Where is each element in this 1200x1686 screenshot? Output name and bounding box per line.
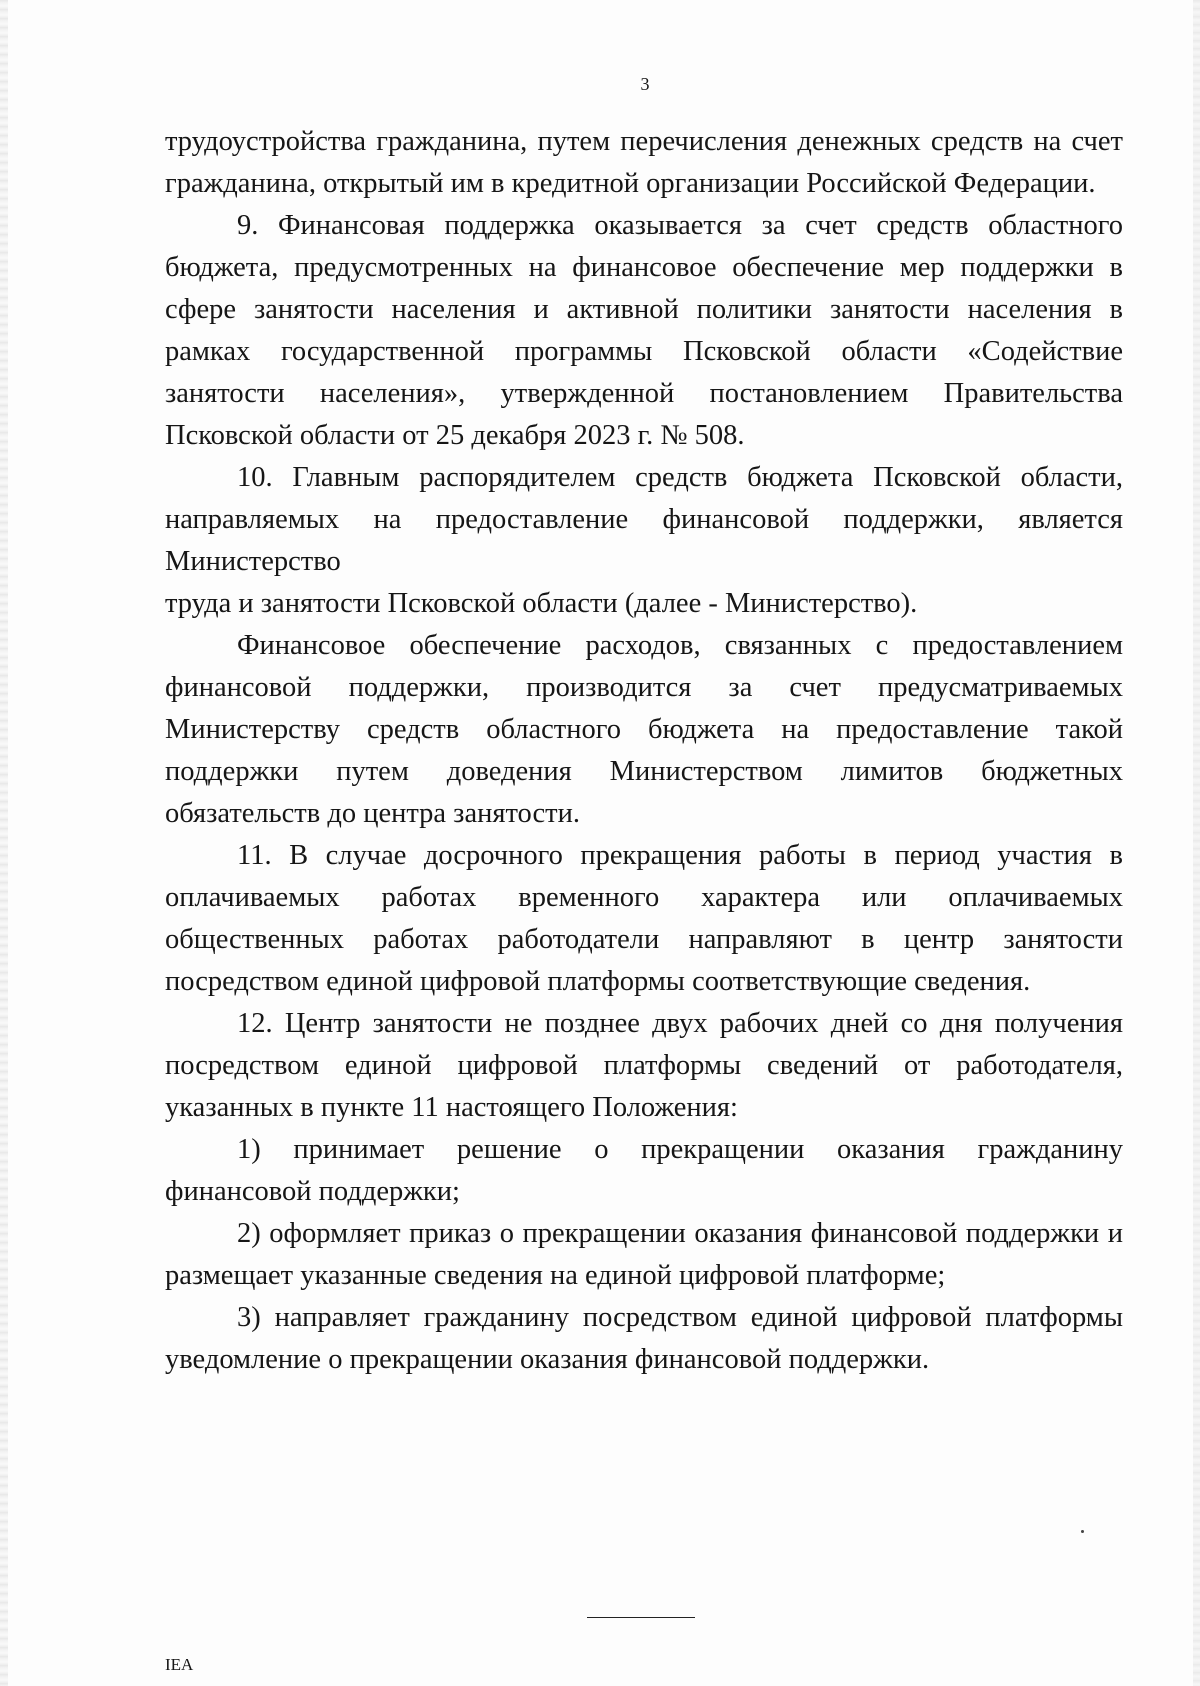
paragraph-11: 11. В случае досрочного прекращения работы в период участия в оплачиваемых работах временного характера или оплачиваемых общественных работах работодатели направляют в центр занятости посредством единой цифровой платформы соответствующие сведения. <box>165 840 1123 997</box>
paragraph-10-continued: труда и занятости Псковской области (далее - Министерство). <box>165 588 918 619</box>
paragraph-9: 9. Финансовая поддержка оказывается за счет средств областного бюджета, предусмотренных на финансовое обеспечение мер поддержки в сфере занятости населения и активной политики занятости населения в рамках государственной программы Псковской области «Содействие занятости населения», утвержденной постановлением Правительства Псковской области от 25 декабря 2023 г. № 508. <box>165 210 1123 451</box>
footer-code: IEA <box>165 1655 194 1674</box>
paragraph-funding: Финансовое обеспечение расходов, связанных с предоставлением финансовой поддержки, производится за счет предусматриваемых Министерству средств областного бюджета на предоставление такой поддержки путем доведения Министерством лимитов бюджетных обязательств до центра занятости. <box>165 630 1123 829</box>
paragraph-12: 12. Центр занятости не позднее двух рабочих дней со дня получения посредством единой цифровой платформы сведений от работодателя, указанных в пункте 11 настоящего Положения: <box>165 1008 1123 1123</box>
scan-edge-left <box>0 0 8 1686</box>
paragraph-continuation: трудоустройства гражданина, путем перечисления денежных средств на счет гражданина, открытый им в кредитной организации Российской Федерации. <box>165 126 1123 199</box>
list-item-2: 2) оформляет приказ о прекращении оказания финансовой поддержки и размещает указанные сведения на единой цифровой платформе; <box>165 1218 1123 1291</box>
list-item-3: 3) направляет гражданину посредством единой цифровой платформы уведомление о прекращении оказания финансовой поддержки. <box>165 1302 1123 1375</box>
scan-speck <box>1081 1530 1084 1533</box>
document-body <box>165 121 1123 1381</box>
paragraph-10: 10. Главным распорядителем средств бюджета Псковской области, направляемых на предоставление финансовой поддержки, является Министерство <box>165 462 1123 577</box>
list-item-1: 1) принимает решение о прекращении оказания гражданину финансовой поддержки; <box>165 1134 1123 1207</box>
closing-rule <box>587 1617 695 1618</box>
page-number: 3 <box>640 74 650 94</box>
scan-edge-right <box>1193 0 1200 1686</box>
